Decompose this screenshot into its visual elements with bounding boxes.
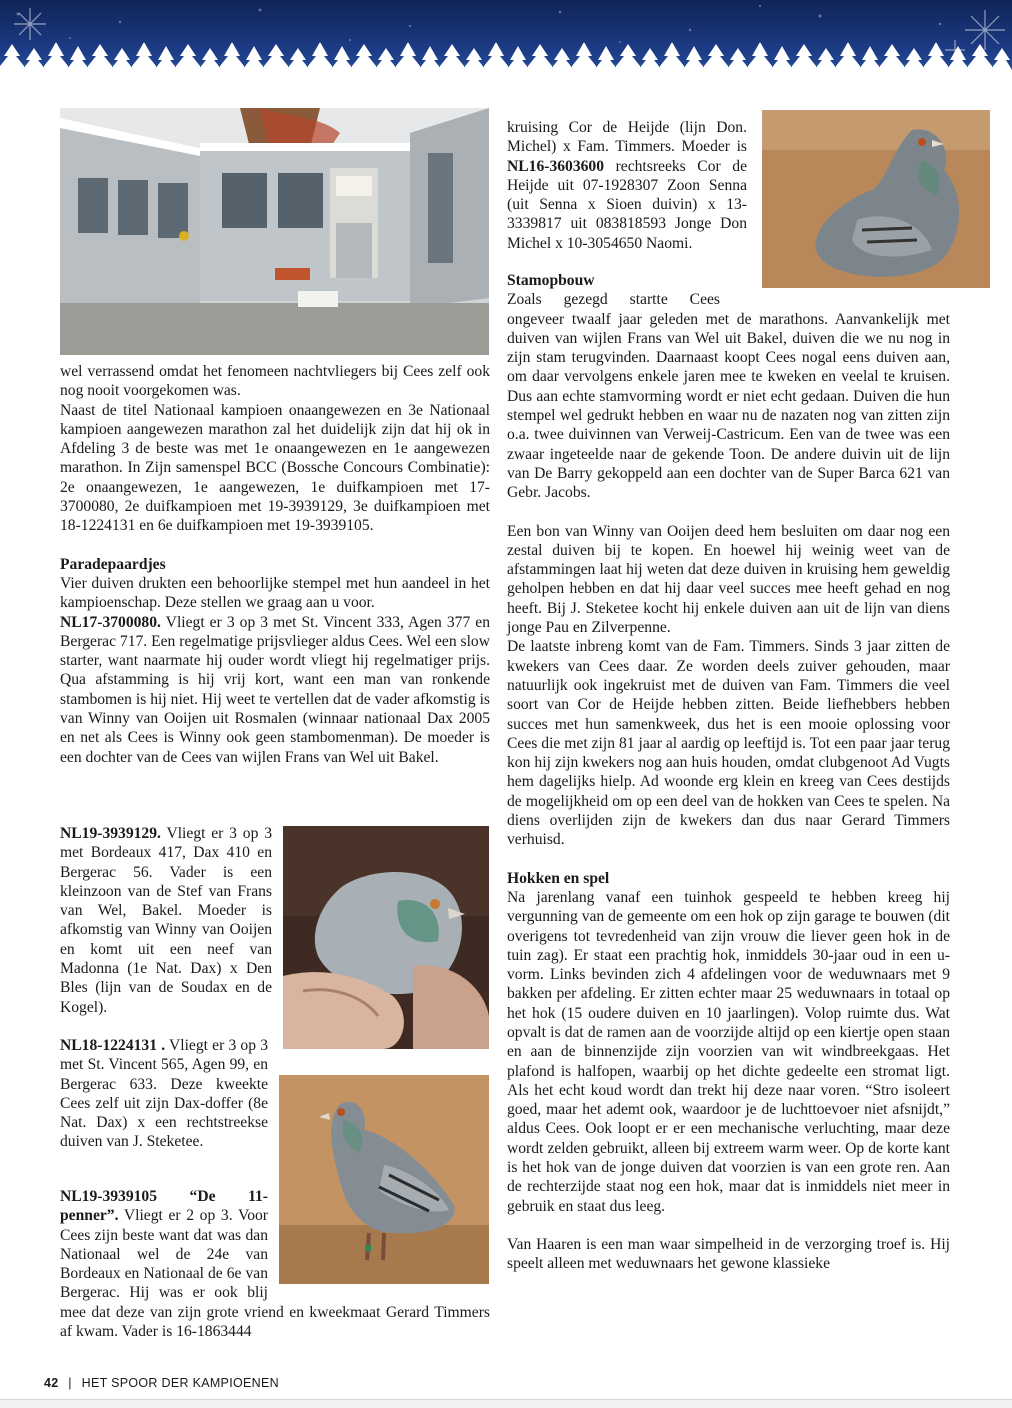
magazine-name: HET SPOOR DER KAMPIOENEN [81, 1376, 279, 1390]
footer-bar [0, 1399, 1012, 1408]
pigeon-entry [60, 1036, 268, 1152]
ring-number: NL17-3700080. [60, 613, 161, 631]
pedigree-text [507, 118, 747, 253]
left-column-narrow-2 [60, 1036, 268, 1152]
section-heading: Paradepaardjes [60, 555, 166, 573]
loft-photo [60, 108, 489, 355]
right-column-top [507, 118, 747, 253]
paragraph: Na jarenlang vanaf een tuinhok gespeeld te hebben kreeg hij vergunning van de gemeente om een hok op zijn garage te bouwen (dit overigens tot tevredenheid van zijn vrouw die liever geen hok in de tuin zag). Er staat een prachtig hok, inmiddels 30-jaar oud in een u-vorm. Links bevinden zich 4 afdelingen voor de weduwnaars met 9 bakken per afdeling. Er zitten echter maar 25 weduwnaars in totaal op het hok (15 oudere duiven en 10 jaarlingen). Volop ruimte dus. Wat opvalt is dat de ramen aan de voorzijde altijd op een kiertje open staan en aan de binnenzijde zijn voorzien van wit windbreekgaas. Het plafond is halfopen, waarbij op het dichte gedeelte een stromat ligt. Als het echt koud wordt dan trekt hij deze naar voren. “Stro isoleert goed, maar het ademt ook, waardoor je de luchttoevoer niet afsnijdt,” aldus Cees. Ook loopt er er een mechanische verluchting, maar deze wordt zelden gebruikt, alleen bij extreem warm weer. Op de korte kant is het hok van de jonge duiven dat voorzien is van een grote ren. Aan de rechterzijde staat nog een hok, maar dat is inmiddels niet meer in gebruik en staat dus leeg. [507, 888, 950, 1215]
paragraph-text: kruising Cor de Heijde (lijn Don. Michel) x Fam. Timmers. Moeder is [507, 119, 747, 156]
paragraph-text: Vliegt er 2 op 3. Voor Cees zijn beste want dat was dan Nationaal wel de 24e van Bordeaux en Nationaal de 6e van Bergerac. Hij was er ook blij mee dat deze van zijn grote vriend en kweekmaat Gerard Timmers af kwam. Vader is 16-1863444 [60, 1207, 490, 1341]
paragraph: Vier duiven drukten een behoorlijke stempel met hun aandeel in het kampioenschap. Deze stellen we graag aan u voor. [60, 574, 490, 612]
snowy-trees-illustration [0, 0, 1012, 92]
photo-float-spacer [720, 271, 950, 309]
section-heading: Hokken en spel [507, 869, 610, 887]
section-heading: Stamopbouw [507, 272, 595, 289]
paragraph: Zoals gezegd startte Cees ongeveer twaalf jaar geleden met de marathons. Aanvankelijk met duiven van wijlen Frans van Wel uit Bakel, duiven die we nu nog in zijn stam terugvinden. Daarnaast koopt Cees nogal eens duiven aan, om daar vervolgens enkele jaren mee te kweken en veelal te kruisen. Dus aan echte stamvorming wordt er niet echt gedaan. Duiven die hun stempel wel gedrukt hebben en waar nu de nazaten nog van zitten zijn o.a. twee duivinnen van Verweij-Castricum. Een van de twee was een zwaar ingeteelde naar de gekende Toon. De andere duivin uit de lijn van De Barry gekoppeld aan een dochter van de Super Barca 621 van Gebr. Jacobs. [507, 291, 950, 502]
ring-number: NL19-3939105 “De 11-penner”. [60, 1188, 268, 1225]
paragraph: wel verrassend omdat het fenomeen nachtvliegers bij Cees zelf ook nog nooit voorgekomen was. [60, 363, 490, 400]
footer-separator: | [68, 1376, 72, 1390]
pigeon-entry [60, 824, 272, 1017]
photo-float-spacer [268, 1187, 490, 1284]
pigeon-photo-top [762, 110, 990, 288]
ring-number: NL19-3939129. [60, 825, 161, 842]
paragraph: De laatste inbreng komt van de Fam. Timmers. Sinds 3 jaar zitten de kwekers van Cees daar. Ze worden deels zuiver gehouden, maar natuurlijk ook ingekruist met de duiven van Fam. Timmers die veel soort van Cor de Heijde hebben zitten. Beide liefhebbers hebben succes met hun samenkweek, dus het is een mooie oplossing voor Cees die met zijn 81 jaar al aardig op leeftijd is. Tot een paar jaar terug kon hij zijn kwekers nog aan huis houden, omdat clubgenoot Ad Vugts hem dagelijks hielp. Ad woonde erg klein en kreeg van Cees destijds de mogelijkheid om op een deel van de hokken van Cees te spelen. Na diens overlijden zijn de kwekers dan dus naar Gerard Timmers verhuisd. [507, 638, 950, 849]
left-column-narrow [60, 824, 272, 1017]
page-number: 42 [44, 1376, 59, 1390]
paragraph-text: Vliegt er 3 op 3 met St. Vincent 333, Agen 377 en Bergerac 717. Een regelmatige prijsvlieger aldus Cees. Wel een slow starter, want naarmate hij ouder wordt vliegt hij regelmatiger prijs. Qua afstamming is hij vrij kort, want een man van ronkende stambomen is hij niet. Hij weet te vertellen dat de vader afkomstig is van Winny van Ooijen uit Rosmalen (winnaar nationaal Dax 2005 en net als Cees is Winny ook geen stambomenman). De moeder is een dochter van de Cees van wijlen Frans van Wel uit Bakel. [60, 613, 490, 766]
pigeon-in-hands-photo [283, 826, 489, 1049]
paragraph-text: rechtsreeks Cor de Heijde uit 07-1928307 Zoon Senna (uit Senna x Sioen duivin) x 13-3339817 uit 083818593 Jonge Don Michel x 10-3054650 Naomi. [507, 157, 747, 252]
paragraph: Van Haaren is een man waar simpelheid in de verzorging troef is. Hij speelt alleen met weduwnaars het gewone klassieke [507, 1235, 950, 1273]
paragraph: Een bon van Winny van Ooijen deed hem besluiten om daar nog een zestal duiven bij te kopen. En hoewel hij weinig weet van de afstammingen laat hij weten dat deze duiven in kruising hem geweldig geholpen hebben en dat hij daar veel succes mee heeft gehad en nog heeft. Bij J. Steketee kocht hij enkele duiven aan uit de lijn van diens jonge Pau en Zilverpenne. [507, 522, 950, 637]
paragraph-text: Vliegt er 3 op 3 met Bordeaux 417, Dax 410 en Bergerac 56. Vader is een kleinzoon van de Stef van Frans van Wel, Bakel. Moeder is afkomstig van Winny van Ooijen en komt uit een neef van Madonna (1e Nat. Dax) x Den Bles (lijn van de Soudax en de Kogel). [60, 825, 272, 1016]
ring-number: NL18-1224131 . [60, 1037, 166, 1054]
ring-number: NL16-3603600 [507, 157, 605, 175]
right-column [507, 271, 950, 1274]
paragraph: Naast de titel Nationaal kampioen onaangewezen en 3e Nationaal kampioen aangewezen marathon zal het duidelijk zijn dat hij ok in Afdeling 3 de beste was met 1e onaangewezen en 1e aangewezen marathon. In Zijn samenspel BCC (Bossche Concours Combinatie): 2e onaangewezen, 1e aangewezen, 1e duifkampioen met 17-3700080, 2e duifkampioen met 19-3939129, 3e duifkampioen met 18-1224131 en 6e duifkampioen met 19-3939105. [60, 401, 490, 535]
paragraph-text: Vliegt er 3 op 3 met St. Vincent 565, Agen 99, en Bergerac 633. Deze kweekte Cees zelf uit zijn Dax-doffer (8e Nat. Dax) x een rechtstreekse duiven van J. Steketee. [60, 1037, 268, 1151]
pigeon-entry [60, 613, 490, 767]
left-column-tail [60, 1187, 490, 1341]
left-column [60, 362, 490, 786]
page-footer [44, 1376, 279, 1390]
winter-banner [0, 0, 1012, 92]
